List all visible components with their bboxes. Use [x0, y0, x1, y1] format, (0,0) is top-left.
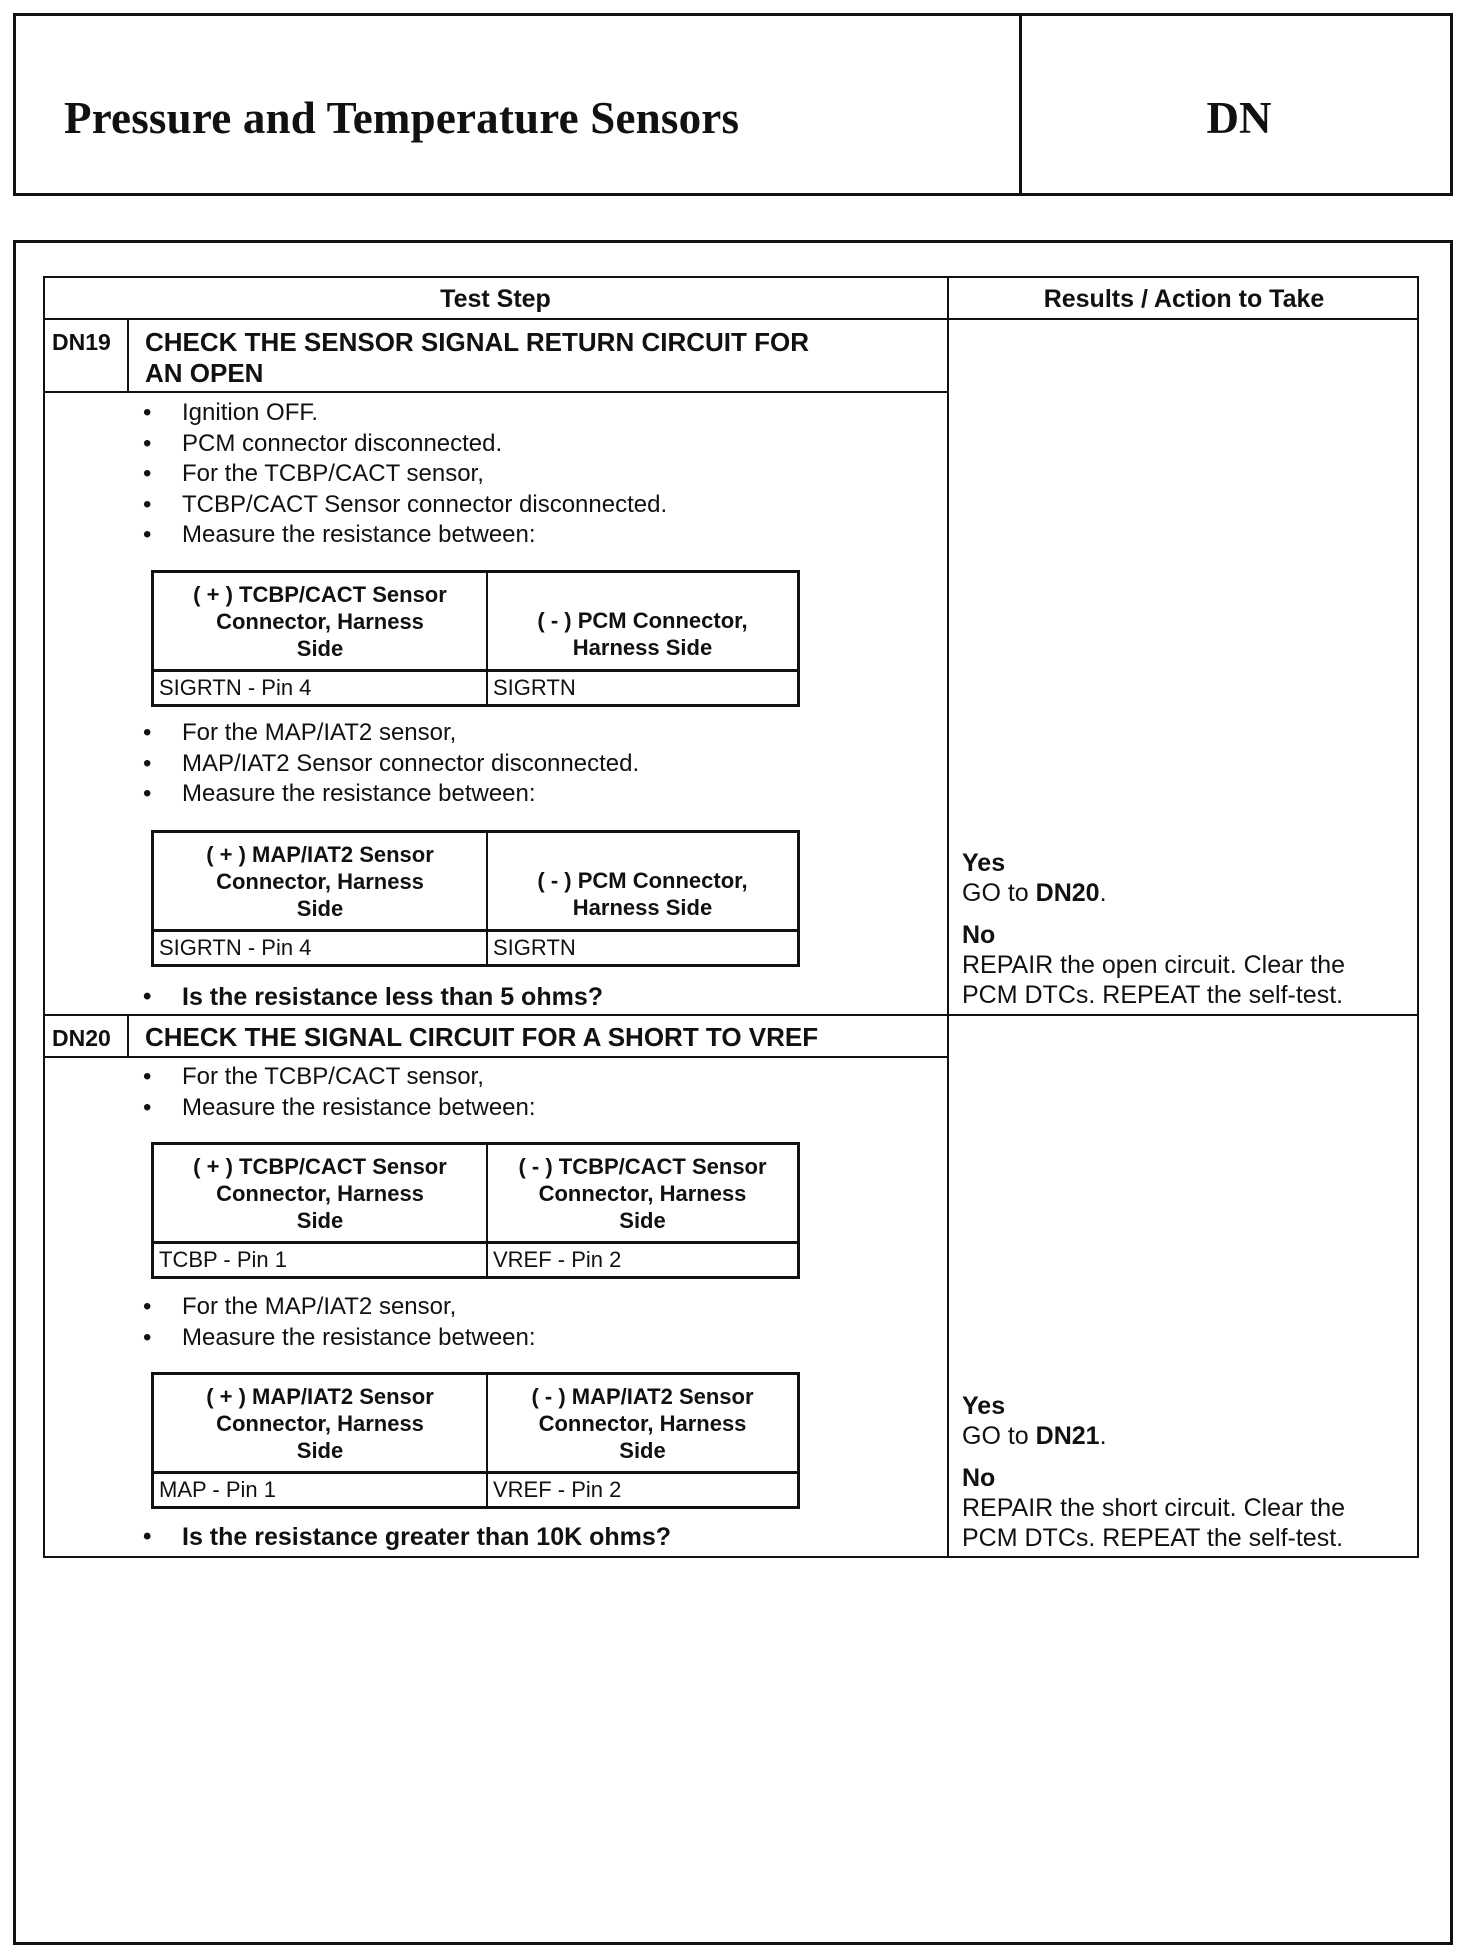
header-line: ( + ) TCBP/CACT Sensor	[193, 1153, 447, 1179]
dn19-instructions-a	[143, 398, 667, 551]
header-line: Side	[619, 1437, 666, 1463]
header-line: Connector, Harness	[216, 1410, 424, 1436]
dn19-question	[143, 982, 603, 1013]
header-line: Side	[296, 895, 344, 921]
table-header-cell	[153, 1144, 488, 1243]
dn20-code-divider	[127, 1014, 129, 1056]
dn20-measurement-table-map	[151, 1372, 800, 1509]
list-item: • Measure the resistance between:	[143, 779, 639, 810]
list-item: • For the MAP/IAT2 sensor,	[143, 1292, 536, 1323]
dn19-dn20-rule	[43, 1014, 1419, 1016]
dn19-result	[962, 848, 1412, 1010]
table-cell: MAP - Pin 1	[153, 1473, 488, 1508]
table-cell: SIGRTN - Pin 4	[153, 931, 488, 966]
header-line: Connector, Harness	[538, 1180, 747, 1206]
list-item: • For the MAP/IAT2 sensor,	[143, 718, 639, 749]
go-to-text: GO to	[962, 879, 1029, 907]
dn20-title-rule	[43, 1056, 949, 1058]
punctuation: .	[1099, 1422, 1107, 1450]
go-to-text: GO to	[962, 1422, 1029, 1450]
dn20-measurement-table-tcbp	[151, 1142, 800, 1279]
step-title-line: AN OPEN	[145, 358, 264, 388]
step-title-dn19	[145, 327, 809, 389]
list-item: • For the TCBP/CACT sensor,	[143, 459, 667, 490]
page-header	[13, 13, 1453, 196]
no-action-line: REPAIR the short circuit. Clear the	[962, 1494, 1346, 1522]
page-title: Pressure and Temperature Sensors	[64, 93, 740, 143]
section-code: DN	[1206, 93, 1272, 143]
dn19-title-rule	[43, 391, 949, 393]
yes-action	[962, 1421, 1412, 1451]
list-item: • MAP/IAT2 Sensor connector disconnected.	[143, 749, 639, 780]
table-cell: TCBP - Pin 1	[153, 1243, 488, 1278]
table-header-cell	[487, 832, 799, 931]
table-cell: SIGRTN - Pin 4	[153, 671, 488, 706]
header-line: Connector, Harness	[538, 1410, 747, 1436]
go-to-step-link[interactable]: DN20	[1035, 879, 1100, 907]
table-cell: SIGRTN	[487, 931, 799, 966]
header-line: ( - ) MAP/IAT2 Sensor	[531, 1383, 754, 1409]
header-line: Connector, Harness	[216, 1180, 424, 1206]
dn20-result	[962, 1391, 1412, 1553]
list-item: • Measure the resistance between:	[143, 520, 667, 551]
header-line: ( - ) TCBP/CACT Sensor	[518, 1153, 767, 1179]
no-action-line: REPAIR the open circuit. Clear the	[962, 951, 1346, 979]
header-row-rule	[43, 318, 1419, 320]
table-cell: SIGRTN	[487, 671, 799, 706]
list-item: • Measure the resistance between:	[143, 1093, 536, 1124]
header-line: ( + ) TCBP/CACT Sensor	[193, 581, 447, 607]
dn19-measurement-table-tcbp	[151, 570, 800, 707]
list-item: • For the TCBP/CACT sensor,	[143, 1062, 536, 1093]
no-label: No	[962, 921, 996, 949]
dn19-code-divider	[127, 318, 129, 391]
header-line: ( - ) PCM Connector,	[537, 608, 748, 633]
header-line: Side	[619, 1207, 666, 1233]
list-item: • Measure the resistance between:	[143, 1323, 536, 1354]
header-line: Connector, Harness	[216, 868, 424, 894]
yes-action	[962, 878, 1412, 908]
step-code-dn19: DN19	[52, 329, 111, 355]
dn20-instructions-b	[143, 1292, 536, 1353]
dn19-measurement-table-map	[151, 830, 800, 967]
no-action-line: PCM DTCs. REPEAT the self-test.	[962, 1524, 1344, 1552]
header-line: ( - ) PCM Connector,	[537, 868, 748, 893]
question-text: • Is the resistance greater than 10K ohms?	[143, 1522, 671, 1553]
step-code-dn20: DN20	[52, 1025, 111, 1051]
dn19-instructions-b	[143, 718, 639, 810]
header-line: Side	[296, 1437, 344, 1463]
header-line: Side	[296, 635, 344, 661]
punctuation: .	[1099, 879, 1107, 907]
table-border-bottom	[43, 1556, 1419, 1558]
table-border-left	[43, 276, 45, 1558]
header-line: Side	[296, 1207, 344, 1233]
table-header-cell	[153, 1374, 488, 1473]
list-item: • PCM connector disconnected.	[143, 429, 667, 460]
dn20-question	[143, 1522, 671, 1553]
column-header-results: Results / Action to Take	[1043, 285, 1325, 313]
table-header-cell	[487, 1374, 799, 1473]
list-item: • TCBP/CACT Sensor connector disconnected.	[143, 490, 667, 521]
step-title-line: CHECK THE SENSOR SIGNAL RETURN CIRCUIT FOR	[145, 327, 809, 357]
header-line: ( + ) MAP/IAT2 Sensor	[206, 841, 434, 867]
table-header-cell	[487, 1144, 799, 1243]
table-header-cell	[153, 832, 488, 931]
table-cell: VREF - Pin 2	[487, 1243, 799, 1278]
no-action-line: PCM DTCs. REPEAT the self-test.	[962, 981, 1344, 1009]
yes-label: Yes	[962, 1392, 1006, 1420]
header-line: Connector, Harness	[216, 608, 424, 634]
dn20-instructions-a	[143, 1062, 536, 1123]
no-label: No	[962, 1464, 996, 1492]
header-line: Harness Side	[572, 895, 713, 920]
go-to-step-link[interactable]: DN21	[1035, 1422, 1100, 1450]
table-cell: VREF - Pin 2	[487, 1473, 799, 1508]
yes-label: Yes	[962, 849, 1006, 877]
header-line: ( + ) MAP/IAT2 Sensor	[206, 1383, 434, 1409]
column-header-test-step: Test Step	[440, 285, 551, 313]
header-line: Harness Side	[572, 635, 713, 660]
table-border-right	[1417, 276, 1419, 1558]
question-text: • Is the resistance less than 5 ohms?	[143, 982, 603, 1013]
table-header-cell	[153, 572, 488, 671]
step-title-dn20: CHECK THE SIGNAL CIRCUIT FOR A SHORT TO VREF	[145, 1022, 819, 1052]
table-header-cell	[487, 572, 799, 671]
column-divider	[947, 276, 949, 1558]
table-border-top	[43, 276, 1419, 278]
list-item: • Ignition OFF.	[143, 398, 667, 429]
